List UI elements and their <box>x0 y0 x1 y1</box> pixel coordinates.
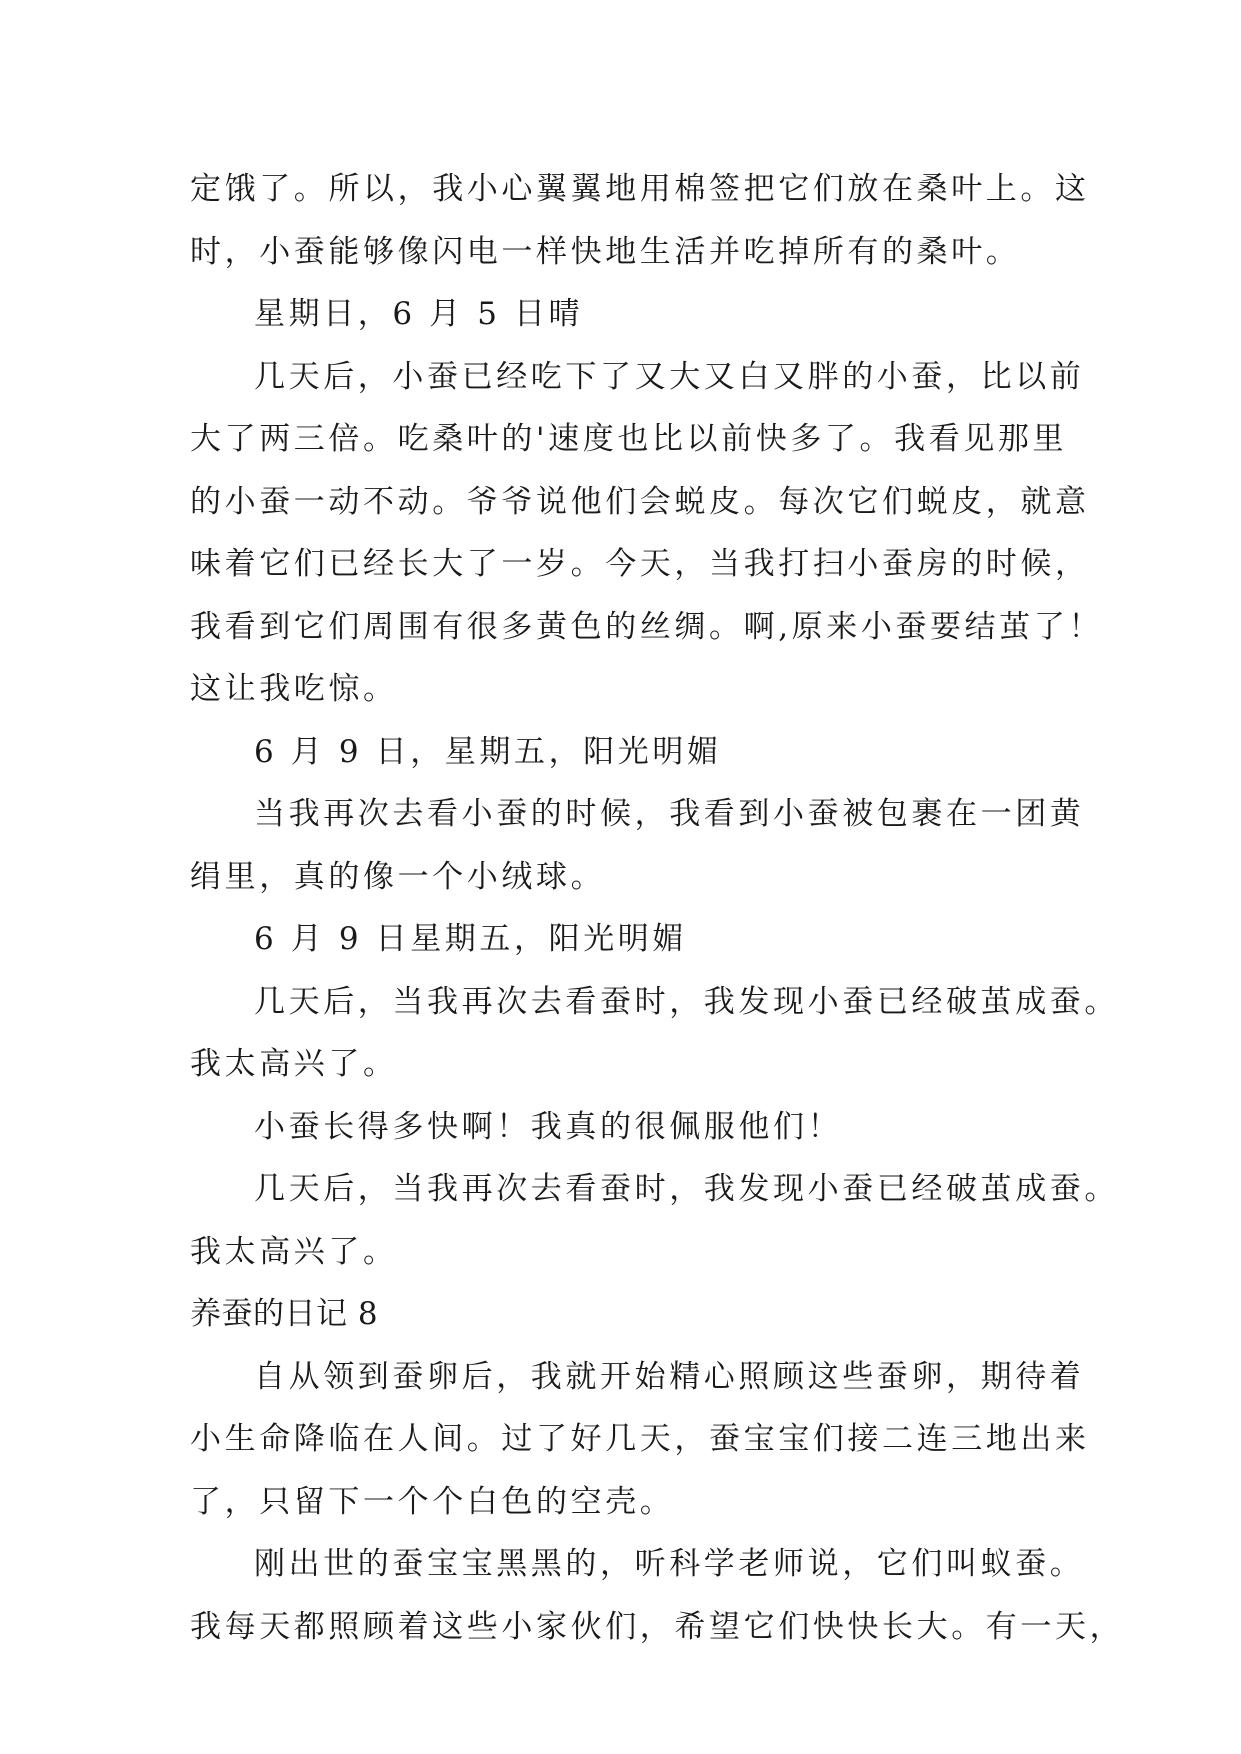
paragraph-line: 这让我吃惊。 <box>190 671 398 707</box>
paragraph-line: 味着它们已经长大了一岁。今天，当我打扫小蚕房的时候， <box>190 546 1090 582</box>
paragraph-line: 我太高兴了。 <box>190 1233 398 1270</box>
diary-date-line: 星期日，6 月 5 日晴 <box>254 296 584 332</box>
document-body <box>190 158 1125 1658</box>
paragraph-line: 小蚕长得多快啊！我真的很佩服他们！ <box>254 1108 843 1145</box>
paragraph-line: 绢里，真的像一个小绒球。 <box>190 858 606 895</box>
paragraph-line: 小生命降临在人间。过了好几天，蚕宝宝们接二连三地出来 <box>190 1421 1090 1457</box>
paragraph-line: 大了两三倍。吃桑叶的'速度也比以前快多了。我看见那里 <box>190 421 1068 457</box>
paragraph-line: 定饿了。所以，我小心翼翼地用棉签把它们放在桑叶上。这 <box>190 171 1090 207</box>
diary-date-line: 6 月 9 日星期五，阳光明媚 <box>254 921 688 957</box>
paragraph-line: 我太高兴了。 <box>190 1046 398 1082</box>
paragraph-line: 的小蚕一动不动。爷爷说他们会蜕皮。每次它们蜕皮，就意 <box>190 483 1090 520</box>
paragraph-line: 时，小蚕能够像闪电一样快地生活并吃掉所有的桑叶。 <box>190 233 1021 270</box>
section-heading: 养蚕的日记 8 <box>190 1296 379 1332</box>
paragraph-line: 几天后，当我再次去看蚕时，我发现小蚕已经破茧成蚕。 <box>254 983 1119 1020</box>
paragraph-line: 几天后，小蚕已经吃下了又大又白又胖的小蚕，比以前 <box>254 358 1085 395</box>
paragraph-line: 几天后，当我再次去看蚕时，我发现小蚕已经破茧成蚕。 <box>254 1171 1119 1207</box>
paragraph-line: 了，只留下一个个白色的空壳。 <box>190 1483 675 1520</box>
paragraph-line: 我看到它们周围有很多黄色的丝绸。啊,原来小蚕要结茧了！ <box>190 608 1104 645</box>
paragraph-line: 当我再次去看小蚕的时候，我看到小蚕被包裹在一团黄 <box>254 796 1085 832</box>
diary-date-line: 6 月 9 日，星期五，阳光明媚 <box>254 733 722 770</box>
paragraph-line: 我每天都照顾着这些小家伙们，希望它们快快长大。有一天， <box>190 1608 1125 1645</box>
paragraph-line: 自从领到蚕卵后，我就开始精心照顾这些蚕卵，期待着 <box>254 1358 1085 1395</box>
paragraph-line: 刚出世的蚕宝宝黑黑的，听科学老师说，它们叫蚁蚕。 <box>254 1546 1085 1582</box>
